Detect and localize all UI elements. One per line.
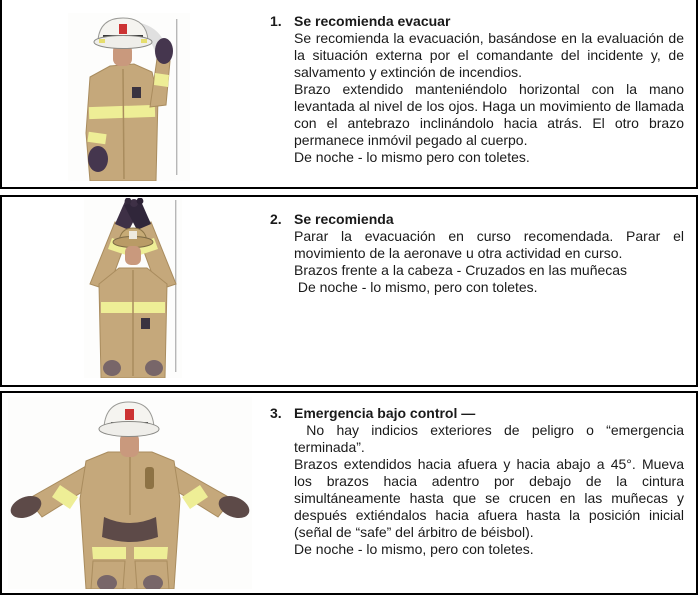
signal-title: Se recomienda evacuar bbox=[294, 13, 451, 29]
signal-paragraph: De noche - lo mismo pero con toletes. bbox=[294, 149, 530, 165]
signal-paragraph: Brazo extendido manteniéndolo horizontal con la mano levantada al nivel de los ojos. Haga un movimiento de llamada con el antebrazo inclinándolo hacia atrás. El otro brazo permanece inmóvil pegado al cuerpo. bbox=[294, 81, 684, 148]
firefighter-arms-extended-45-degrees-photo bbox=[8, 397, 252, 589]
signal-paragraph: De noche - lo mismo, pero con toletes. bbox=[294, 279, 538, 295]
signal-number: 2. bbox=[270, 211, 282, 227]
signal-paragraph: Brazos extendidos hacia afuera y hacia abajo a 45°. Mueva los brazos hacia adentro por debajo de la cintura simultáneamente hasta que se crucen en las muñecas y después extiéndalos hacia afuera hasta la posición inicial (señal de “safe” del árbitro de béisbol). bbox=[294, 456, 684, 540]
signal-panel-emergency-under-control bbox=[0, 391, 698, 595]
signal-text-2 bbox=[270, 197, 696, 385]
signal-number: 1. bbox=[270, 13, 282, 29]
signal-paragraph: Parar la evacuación en curso recomendada. Parar el movimiento de la aeronave u otra actividad en curso. bbox=[294, 228, 684, 261]
signal-panel-stop bbox=[0, 195, 698, 387]
signal-paragraph: Brazos frente a la cabeza - Cruzados en las muñecas bbox=[294, 262, 628, 278]
signal-title: Emergencia bajo control — bbox=[294, 405, 476, 421]
signal-title: Se recomienda bbox=[294, 211, 394, 227]
signal-paragraph: De noche - lo mismo, pero con toletes. bbox=[294, 541, 534, 557]
signal-paragraph: No hay indicios exteriores de peligro o “emergencia terminada”. bbox=[294, 422, 684, 455]
photo-cell-1 bbox=[2, 0, 270, 187]
firefighter-arm-raised-beckoning-photo bbox=[68, 13, 190, 181]
signal-panel-evacuate bbox=[0, 0, 698, 189]
photo-cell-3 bbox=[2, 393, 270, 593]
signal-text-3 bbox=[270, 393, 696, 593]
signal-text-1 bbox=[270, 0, 696, 187]
signal-number: 3. bbox=[270, 405, 282, 421]
signal-paragraph: Se recomienda la evacuación, basándose en la evaluación de la situación externa por el comandante del incidente y, de salvamento y extinción de incendios. bbox=[294, 30, 684, 80]
photo-cell-2 bbox=[2, 197, 270, 385]
firefighter-arms-crossed-overhead-photo bbox=[84, 198, 182, 378]
